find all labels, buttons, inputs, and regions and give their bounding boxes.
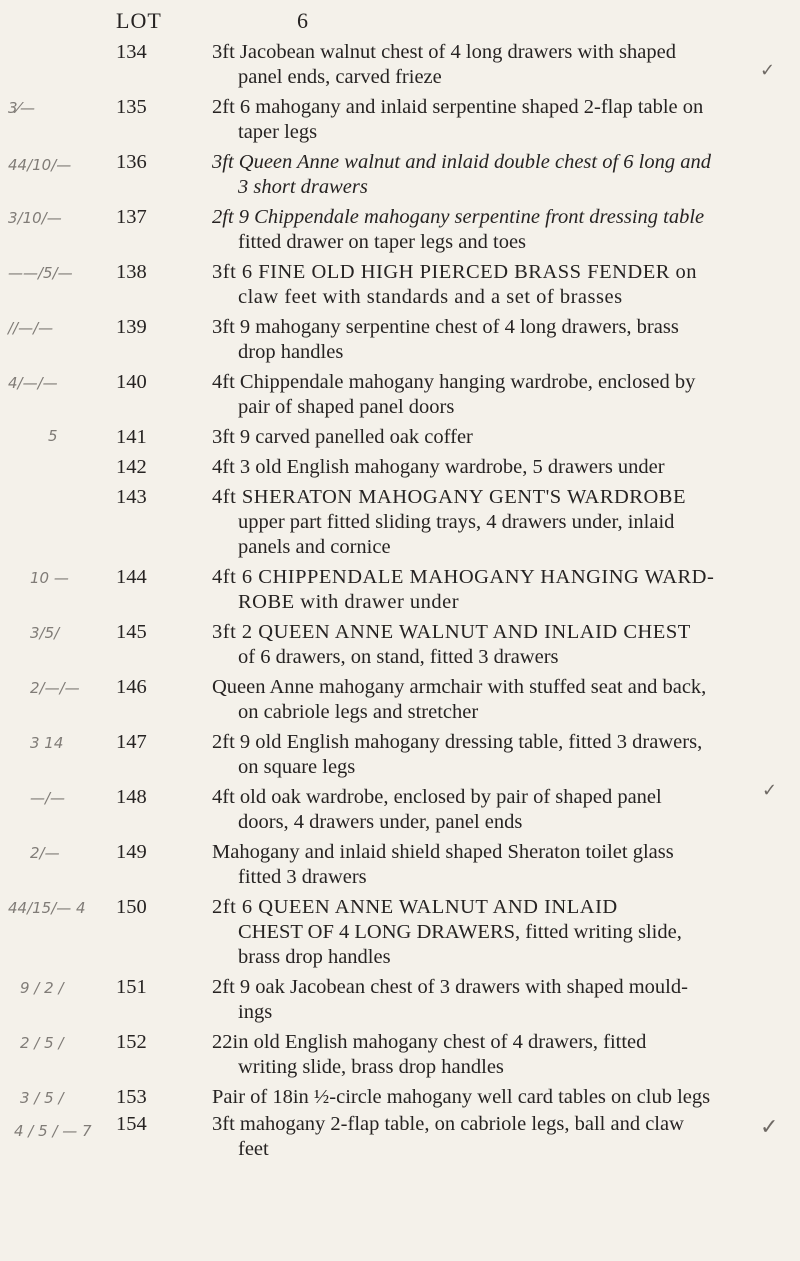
margin-note: 9 / 2 / (20, 979, 64, 997)
margin-note: 4/—/— (8, 374, 58, 392)
margin-note: 2/— (30, 844, 60, 862)
lot-number: 135 (116, 96, 147, 118)
description-line: 2ft 6 mahogany and inlaid serpentine shaped 2-flap table on (212, 96, 704, 118)
lot-number: 139 (116, 316, 147, 338)
description-line: brass drop handles (238, 946, 391, 968)
lot-number: 151 (116, 976, 147, 998)
description-line: Queen Anne mahogany armchair with stuffed seat and back, (212, 676, 707, 698)
lot-description (212, 1030, 772, 1080)
lot-number: 143 (116, 486, 147, 508)
description-line: 3 short drawers (238, 176, 368, 198)
description-line: writing slide, brass drop handles (238, 1056, 504, 1078)
margin-note: 4 / 5 / — 7 (14, 1122, 92, 1140)
lot-number: 153 (116, 1086, 147, 1108)
lot-description (212, 895, 772, 970)
description-line: 3ft Queen Anne walnut and inlaid double chest of 6 long and (212, 151, 711, 173)
lot-column-heading: LOT (116, 8, 162, 33)
pencil-tick-mark: ✓ (762, 780, 778, 801)
lot-number: 140 (116, 371, 147, 393)
description-line: 4ft 6 CHIPPENDALE MAHOGANY HANGING WARD- (212, 566, 715, 588)
description-line: 2ft 6 QUEEN ANNE WALNUT AND INLAID (212, 896, 618, 918)
lot-description (212, 205, 772, 255)
lot-description (212, 95, 772, 145)
description-line: 3ft Jacobean walnut chest of 4 long drawers with shaped (212, 41, 676, 63)
description-line: 3ft 9 mahogany serpentine chest of 4 long drawers, brass (212, 316, 679, 338)
lot-number: 152 (116, 1031, 147, 1053)
description-line: on square legs (238, 756, 356, 778)
description-line: Mahogany and inlaid shield shaped Sheraton toilet glass (212, 841, 674, 863)
margin-note: 3/5/ (30, 624, 60, 642)
lot-description (212, 315, 772, 365)
lot-number: 141 (116, 426, 147, 448)
lot-number: 136 (116, 151, 147, 173)
description-line: CHEST OF 4 LONG DRAWERS, fitted writing slide, (238, 921, 682, 943)
lot-description (212, 730, 772, 780)
lot-description (212, 1085, 772, 1110)
page-number: 6 (297, 8, 308, 33)
lot-number: 149 (116, 841, 147, 863)
description-line: 4ft SHERATON MAHOGANY GENT'S WARDROBE (212, 486, 686, 508)
description-line: fitted 3 drawers (238, 866, 367, 888)
description-line: taper legs (238, 121, 318, 143)
margin-note: 44/15/— 4 (8, 899, 86, 917)
description-line: drop handles (238, 341, 344, 363)
lot-number: 145 (116, 621, 147, 643)
pencil-tick-mark: ✓ (760, 1115, 779, 1140)
description-line: ings (238, 1001, 273, 1023)
lot-description (212, 840, 772, 890)
margin-note: 10 — (30, 569, 69, 587)
description-line: 4ft old oak wardrobe, enclosed by pair of shaped panel (212, 786, 662, 808)
margin-note: 3/10/— (8, 209, 62, 227)
description-line: 2ft 9 old English mahogany dressing table, fitted 3 drawers, (212, 731, 703, 753)
margin-note: —/— (30, 789, 66, 807)
description-line: 4ft 3 old English mahogany wardrobe, 5 drawers under (212, 456, 665, 478)
description-line: feet (238, 1138, 269, 1160)
margin-note: 3 / 5 / (20, 1089, 64, 1107)
description-line: on cabriole legs and stretcher (238, 701, 479, 723)
lot-description (212, 425, 772, 450)
description-line: 2ft 9 Chippendale mahogany serpentine front dressing table (212, 206, 705, 228)
margin-note: 2/—/— (30, 679, 80, 697)
lot-number: 137 (116, 206, 147, 228)
margin-note: 3⁄— (8, 99, 36, 117)
lot-number: 144 (116, 566, 147, 588)
description-line: ROBE with drawer under (238, 591, 460, 613)
description-line: panels and cornice (238, 536, 391, 558)
lot-number: 134 (116, 41, 147, 63)
lot-description (212, 40, 772, 90)
lot-description (212, 785, 772, 835)
lot-number: 154 (116, 1113, 147, 1135)
description-line: doors, 4 drawers under, panel ends (238, 811, 523, 833)
pencil-tick-mark: ✓ (760, 60, 776, 81)
margin-note: ——/5/— (8, 264, 73, 282)
description-line: 3ft 6 FINE OLD HIGH PIERCED BRASS FENDER on (212, 261, 698, 283)
lot-number: 142 (116, 456, 147, 478)
description-line: of 6 drawers, on stand, fitted 3 drawers (238, 646, 559, 668)
lot-number: 146 (116, 676, 147, 698)
margin-note: 5 (48, 427, 58, 445)
lot-description (212, 675, 772, 725)
lot-number: 147 (116, 731, 147, 753)
description-line: 3ft 2 QUEEN ANNE WALNUT AND INLAID CHEST (212, 621, 691, 643)
description-line: pair of shaped panel doors (238, 396, 455, 418)
description-line: 4ft Chippendale mahogany hanging wardrobe, enclosed by (212, 371, 696, 393)
lot-description (212, 620, 772, 670)
lot-description (212, 975, 772, 1025)
lot-description (212, 260, 772, 310)
margin-note: //—/— (8, 319, 54, 337)
lot-description (212, 370, 772, 420)
description-line: panel ends, carved frieze (238, 66, 442, 88)
lot-description (212, 455, 772, 480)
margin-note: 44/10/— (8, 156, 72, 174)
description-line: 2ft 9 oak Jacobean chest of 3 drawers with shaped mould- (212, 976, 688, 998)
description-line: claw feet with standards and a set of brasses (238, 286, 623, 308)
lot-description (212, 150, 772, 200)
margin-note: 3 14 (30, 734, 64, 752)
description-line: Pair of 18in ½-circle mahogany well card tables on club legs (212, 1086, 711, 1108)
description-line: 3ft 9 carved panelled oak coffer (212, 426, 473, 448)
description-line: 22in old English mahogany chest of 4 drawers, fitted (212, 1031, 647, 1053)
lot-number: 138 (116, 261, 147, 283)
margin-note: 2 / 5 / (20, 1034, 64, 1052)
description-line: upper part fitted sliding trays, 4 drawers under, inlaid (238, 511, 675, 533)
lot-description (212, 1112, 772, 1162)
description-line: 3ft mahogany 2-flap table, on cabriole legs, ball and claw (212, 1113, 684, 1135)
description-line: fitted drawer on taper legs and toes (238, 231, 527, 253)
lot-description (212, 485, 772, 560)
lot-description (212, 565, 772, 615)
lot-number: 148 (116, 786, 147, 808)
lot-number: 150 (116, 896, 147, 918)
